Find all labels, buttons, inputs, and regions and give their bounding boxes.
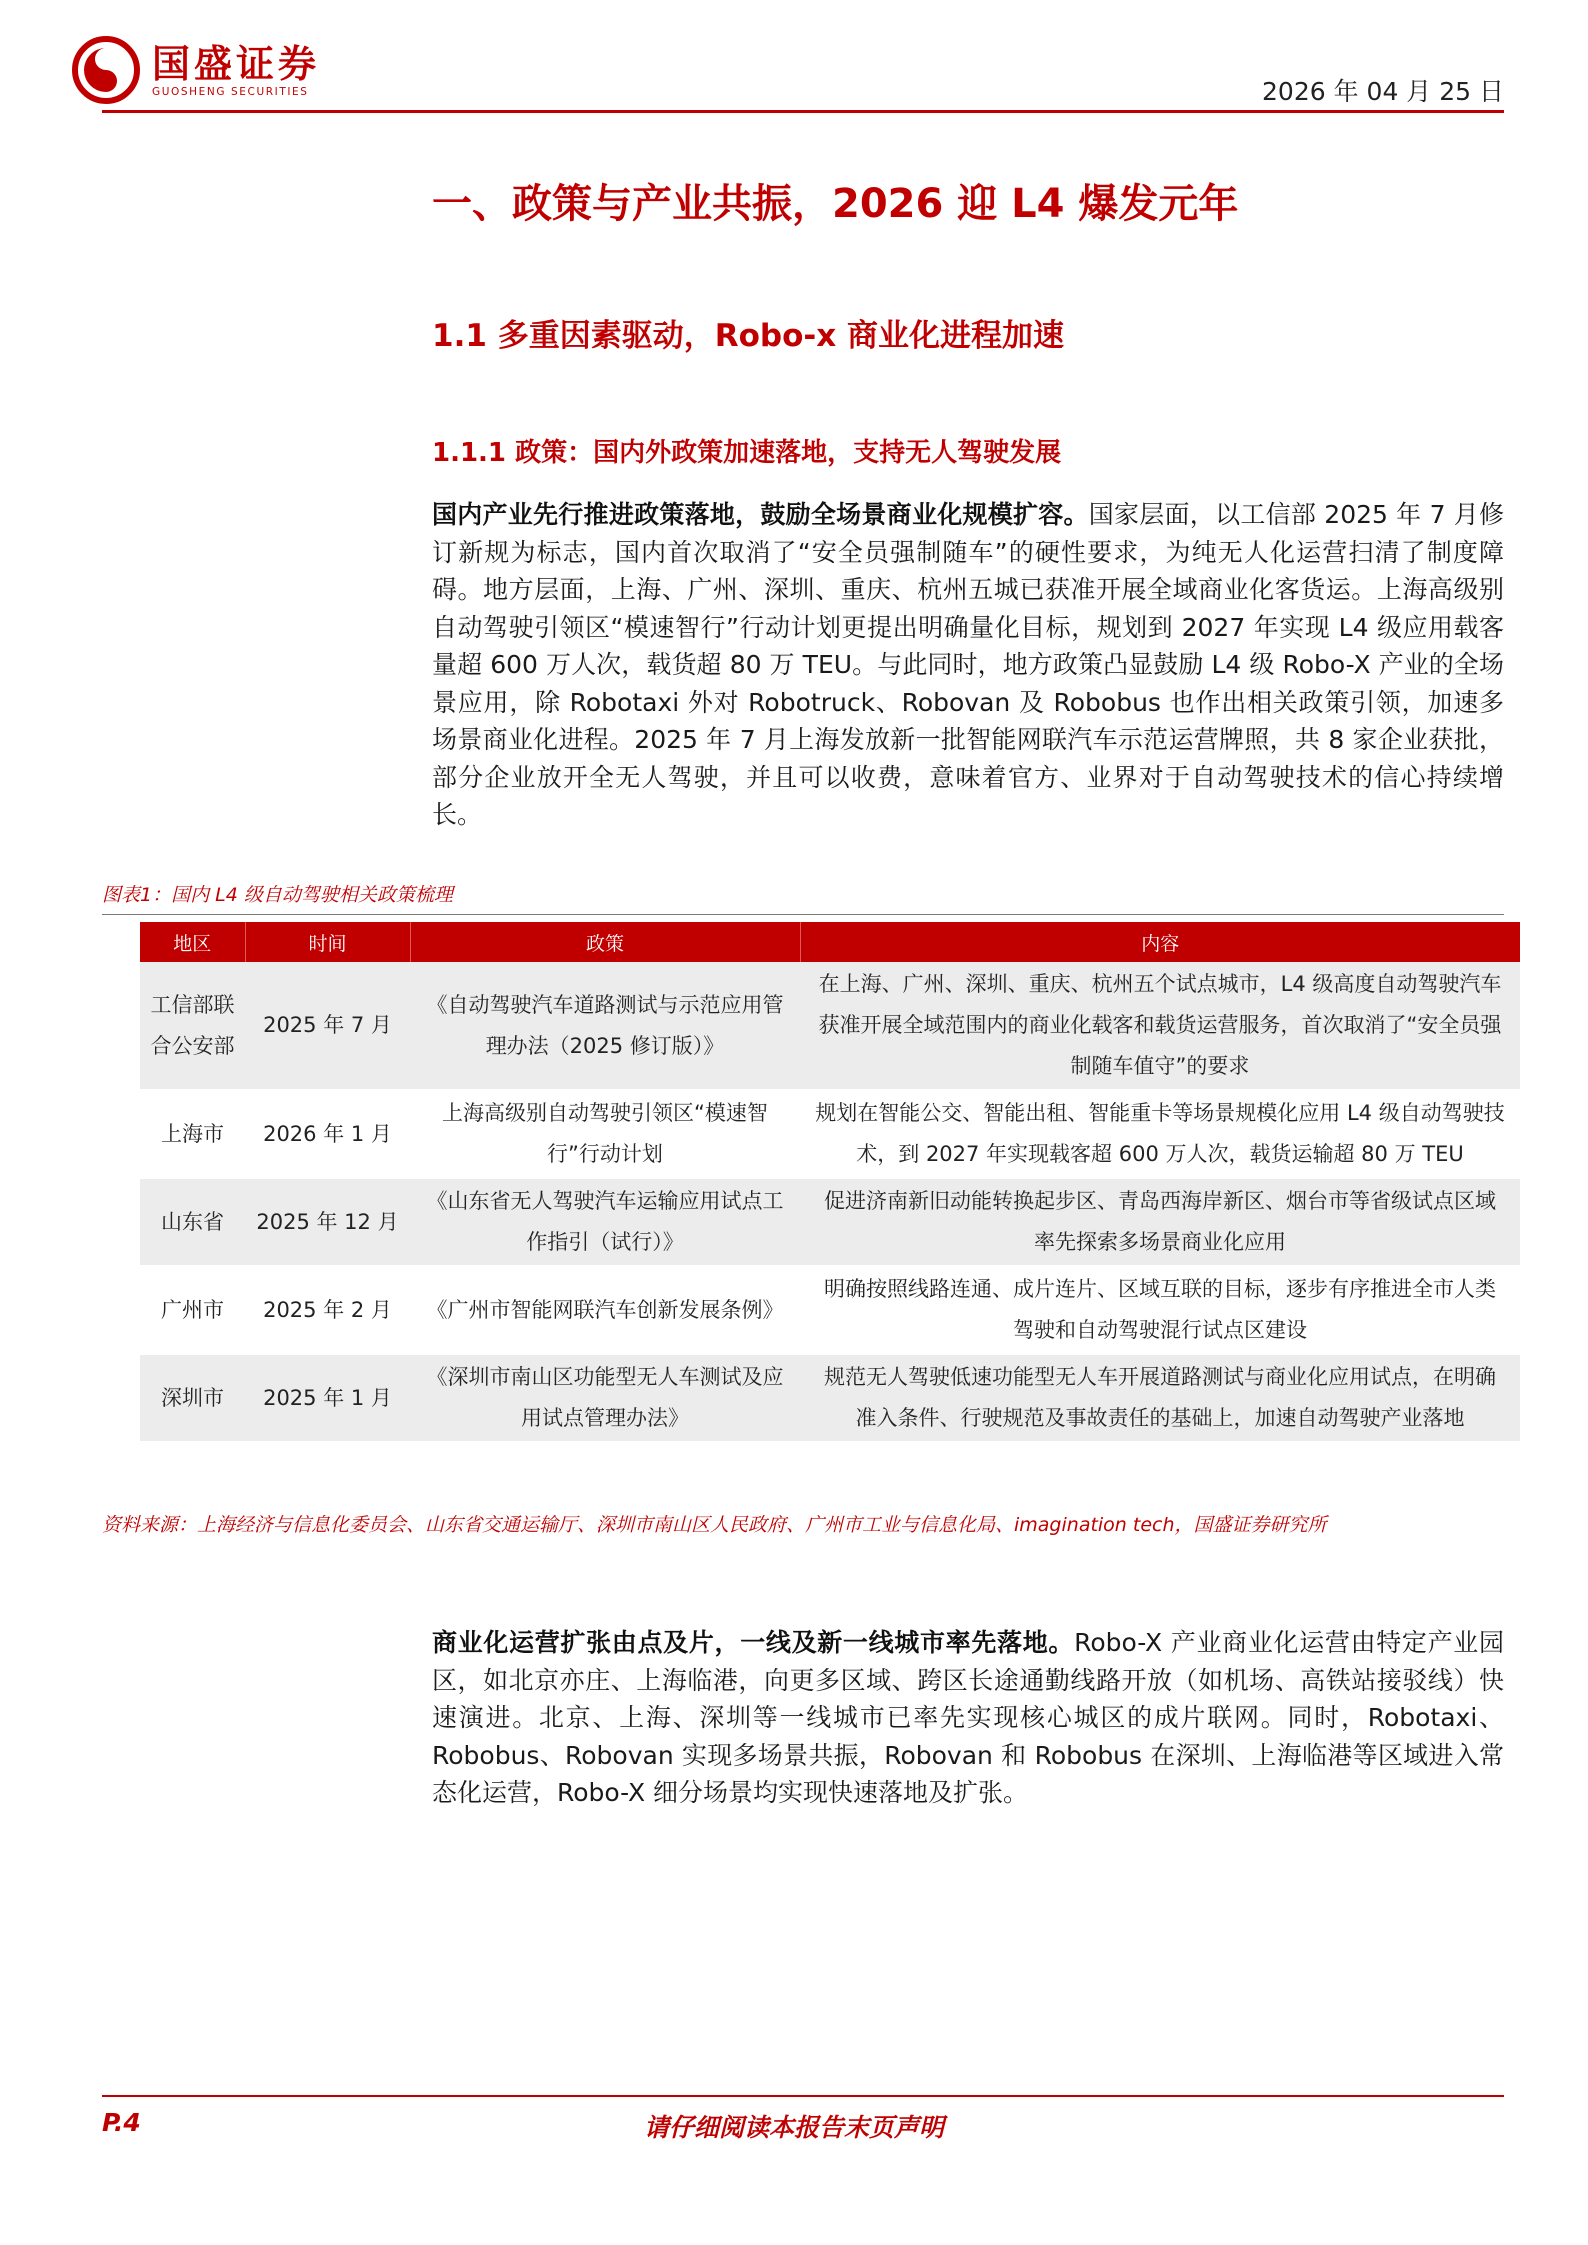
cell-content: 明确按照线路连通、成片连片、区域互联的目标，逐步有序推进全市人类驾驶和自动驾驶混行试点区建设 — [800, 1266, 1520, 1354]
brand-logo — [72, 36, 320, 104]
header-content: 内容 — [800, 922, 1520, 962]
cell-content: 规划在智能公交、智能出租、智能重卡等场景规模化应用 L4 级自动驾驶技术，到 2027 年实现载客超 600 万人次，载货运输超 80 万 TEU — [800, 1090, 1520, 1178]
header-policy: 政策 — [410, 922, 800, 962]
cell-policy: 《深圳市南山区功能型无人车测试及应用试点管理办法》 — [410, 1354, 800, 1442]
cell-policy: 《广州市智能网联汽车创新发展条例》 — [410, 1266, 800, 1354]
cell-policy: 上海高级别自动驾驶引领区“模速智行”行动计划 — [410, 1090, 800, 1178]
table-row — [140, 1354, 1520, 1442]
section-heading-1: 一、政策与产业共振，2026 迎 L4 爆发元年 — [432, 181, 1239, 227]
policy-paragraph-body: 国家层面，以工信部 2025 年 7 月修订新规为标志，国内首次取消了“安全员强制随车”的硬性要求，为纯无人化运营扫清了制度障碍。地方层面，上海、广州、深圳、重庆、杭州五城已获准开展全域商业化客货运。上海高级别自动驾驶引领区“模速智行”行动计划更提出明确量化目标，规划到 2027 年实现 L4 级应用载客量超 600 万人次，载货超 80 万 TEU。与此同时，地方政策凸显鼓励 L4 级 Robo-X 产业的全场景应用，除 Robotaxi 外对 Robotruck、Robovan 及 Robobus 也作出相关政策引领，加速多场景商业化进程。2025 年 7 月上海发放新一批智能网联汽车示范运营牌照，共 8 家企业获批，部分企业放开全无人驾驶，并且可以收费，意味着官方、业界对于自动驾驶技术的信心持续增长。 — [432, 500, 1504, 829]
cell-time: 2026 年 1 月 — [245, 1090, 410, 1178]
header-region: 地区 — [140, 922, 245, 962]
table-header-row — [140, 922, 1520, 962]
cell-content: 在上海、广州、深圳、重庆、杭州五个试点城市，L4 级高度自动驾驶汽车获准开展全域范围内的商业化载客和载货运营服务，首次取消了“安全员强制随车值守”的要求 — [800, 962, 1520, 1090]
policy-paragraph-lead: 国内产业先行推进政策落地，鼓励全场景商业化规模扩容。 — [432, 500, 1089, 529]
cell-time: 2025 年 2 月 — [245, 1266, 410, 1354]
policy-table — [140, 922, 1520, 1443]
footer-disclaimer: 请仔细阅读本报告末页声明 — [643, 2113, 944, 2142]
cell-content: 规范无人驾驶低速功能型无人车开展道路测试与商业化应用试点，在明确准入条件、行驶规范及事故责任的基础上，加速自动驾驶产业落地 — [800, 1354, 1520, 1442]
cell-time: 2025 年 7 月 — [245, 962, 410, 1090]
header-time: 时间 — [245, 922, 410, 962]
header-rule — [102, 110, 1504, 113]
cell-time: 2025 年 1 月 — [245, 1354, 410, 1442]
policy-paragraph — [432, 496, 1504, 834]
cell-time: 2025 年 12 月 — [245, 1178, 410, 1266]
table-row — [140, 1090, 1520, 1178]
section-heading-1-1-1: 1.1.1 政策：国内外政策加速落地，支持无人驾驶发展 — [432, 438, 1062, 468]
cell-region: 深圳市 — [140, 1354, 245, 1442]
section-heading-1-1: 1.1 多重因素驱动，Robo-x 商业化进程加速 — [432, 318, 1065, 354]
commercialization-paragraph-body: Robo-X 产业商业化运营由特定产业园区，如北京亦庄、上海临港，向更多区域、跨区长途通勤线路开放（如机场、高铁站接驳线）快速演进。北京、上海、深圳等一线城市已率先实现核心城区的成片联网。同时，Robotaxi、Robobus、Robovan 实现多场景共振，Robovan 和 Robobus 在深圳、上海临港等区域进入常态化运营，Robo-X 细分场景均实现快速落地及扩张。 — [432, 1628, 1504, 1807]
cell-policy: 《自动驾驶汽车道路测试与示范应用管理办法（2025 修订版）》 — [410, 962, 800, 1090]
cell-region: 上海市 — [140, 1090, 245, 1178]
footer-rule — [102, 2095, 1504, 2097]
cell-region: 山东省 — [140, 1178, 245, 1266]
table-row — [140, 1266, 1520, 1354]
commercialization-paragraph — [432, 1624, 1504, 1812]
commercialization-paragraph-lead: 商业化运营扩张由点及片，一线及新一线城市率先落地。 — [432, 1628, 1075, 1657]
guosheng-logo-icon — [72, 36, 140, 104]
cell-region: 工信部联合公安部 — [140, 962, 245, 1090]
page-number: P.4 — [102, 2108, 141, 2137]
caption-rule — [102, 914, 1504, 915]
table-caption: 图表1：国内 L4 级自动驾驶相关政策梳理 — [102, 884, 453, 906]
table-source: 资料来源：上海经济与信息化委员会、山东省交通运输厅、深圳市南山区人民政府、广州市工业与信息化局、imagination tech，国盛证券研究所 — [102, 1514, 1327, 1536]
table-row — [140, 962, 1520, 1090]
cell-content: 促进济南新旧动能转换起步区、青岛西海岸新区、烟台市等省级试点区域率先探索多场景商业化应用 — [800, 1178, 1520, 1266]
cell-policy: 《山东省无人驾驶汽车运输应用试点工作指引（试行）》 — [410, 1178, 800, 1266]
logo-name-cn: 国盛证券 — [152, 42, 321, 86]
cell-region: 广州市 — [140, 1266, 245, 1354]
table-row — [140, 1178, 1520, 1266]
logo-name-en: GUOSHENG SECURITIES — [152, 86, 309, 98]
report-date: 2026 年 04 月 25 日 — [1262, 77, 1504, 106]
